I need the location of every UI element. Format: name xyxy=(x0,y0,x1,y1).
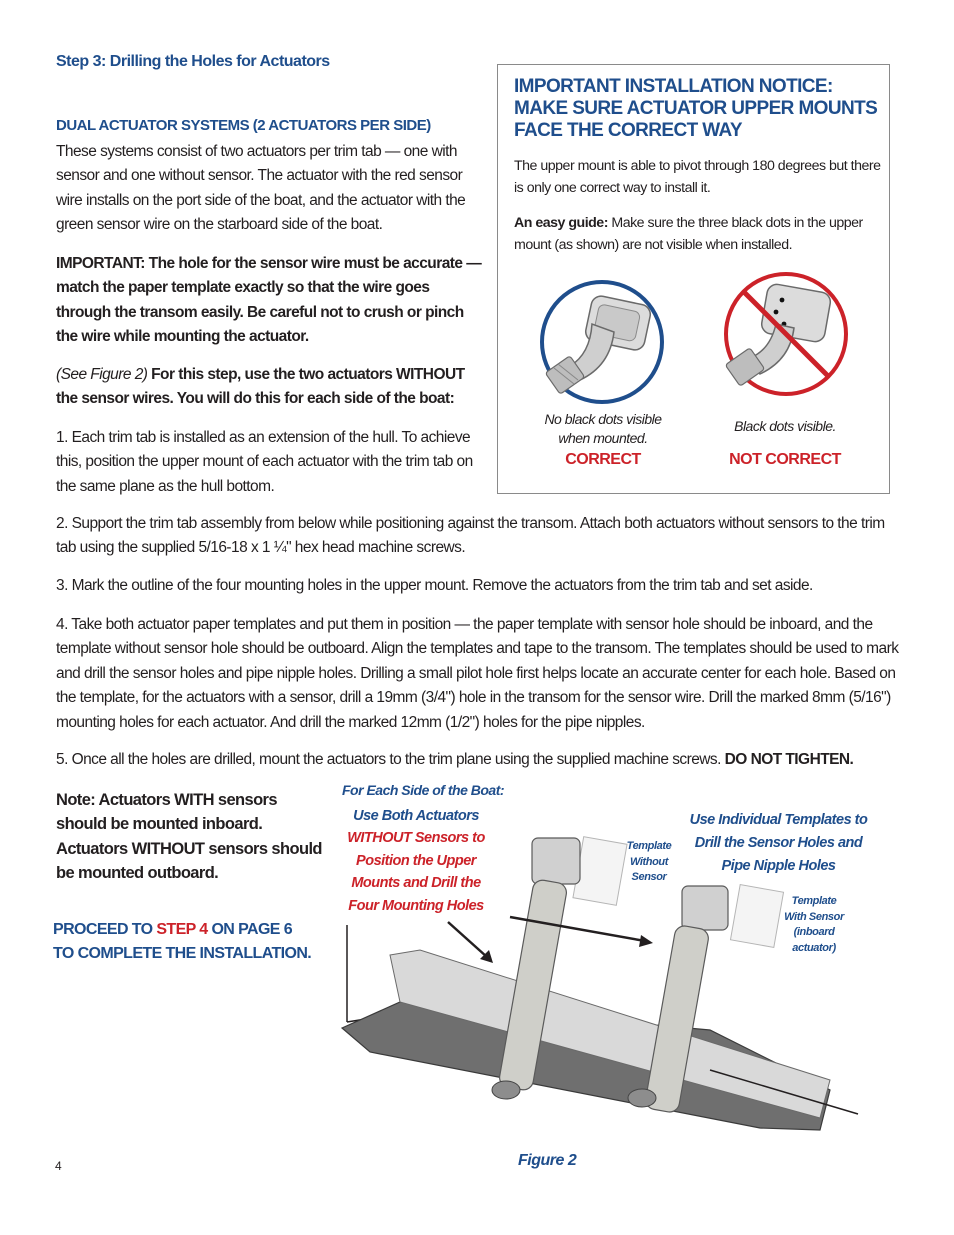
correct-caption: No black dots visible when mounted. xyxy=(544,411,662,446)
see-figure-text: For this step, use the two actuators WITHOUT the sensor wires. You will do this for each side of the boat: xyxy=(56,366,465,408)
note-paragraph: Note: Actuators WITH sensors should be mounted inboard. Actuators WITHOUT sensors should be mounted outboard. xyxy=(56,791,322,883)
not-correct-mount-illustration xyxy=(720,266,856,402)
figure-label-each-side: For Each Side of the Boat: xyxy=(342,782,505,798)
step-2-paragraph: 2. Support the trim tab assembly from below while positioning against the transom. Attach both actuators without sensors to the trim tab using the supplied 5/16-18 x 1 ¼" hex head machine screws. xyxy=(56,515,885,557)
step-4-link[interactable]: STEP 4 xyxy=(156,921,208,938)
black-dot-icon xyxy=(774,310,779,315)
correct-mount-illustration xyxy=(536,280,672,406)
without-label: WITHOUT xyxy=(347,830,412,847)
template-with-sensor xyxy=(730,885,783,948)
template-without-sensor xyxy=(573,837,627,906)
dual-actuator-paragraph: These systems consist of two actuators per trim tab — one with sensor and one without sensor. The actuator with the red sensor wire installs on the port side of the boat, and the actuator with the green sensor wire on the starboard side of the boat. xyxy=(56,143,466,234)
step-5-paragraph xyxy=(56,748,906,772)
important-paragraph: IMPORTANT: The hole for the sensor wire must be accurate — match the paper template exactly so that the wire goes through the transom easily. Be careful not to crush or pinch the wire while mounting the actuator. xyxy=(56,255,482,346)
step-3-paragraph: 3. Mark the outline of the four mounting holes in the upper mount. Remove the actuators from the trim tab and set aside. xyxy=(56,577,813,594)
figure-reference: (See Figure 2) xyxy=(56,366,148,383)
correct-label: CORRECT xyxy=(565,451,641,468)
figure-label-templates: Use Individual Templates to Drill the Sensor Holes and Pipe Nipple Holes xyxy=(689,812,868,874)
proceed-paragraph xyxy=(53,918,313,967)
notice-text: The upper mount is able to pivot through 180 degrees but there is only one correct way to install it. xyxy=(514,158,881,196)
step-1-paragraph: 1. Each trim tab is installed as an extension of the hull. To achieve this, position the upper mount of each actuator with the trim tab on the same plane as the hull bottom. xyxy=(56,429,473,495)
notice-guide xyxy=(514,212,884,256)
guide-text: Make sure the three black dots in the upper mount (as shown) are not visible when installed. xyxy=(514,215,863,253)
not-correct-caption: Black dots visible. xyxy=(734,418,836,434)
figure-label-use-both xyxy=(346,805,486,917)
black-dot-icon xyxy=(780,298,785,303)
use-both-part-2: Sensors to Position the Upper Mounts and Drill the Four Mounting Holes xyxy=(348,830,485,914)
proceed-text-2: ON PAGE 6 TO COMPLETE THE INSTALLATION. xyxy=(53,921,312,963)
step-4-paragraph: 4. Take both actuator paper templates and put them in position — the paper template with sensor hole should be inboard, and the template without sensor hole should be outboard. Align the templates and tape to the transom. The templates should be used to mark and drill the sensor holes and pipe nipple holes. Drilling a small pilot hole first helps locate an accurate center for each hole. Based on the template, for the actuators with a sensor, drill a 19mm (3/4") hole in the transom for the sensor wire. Drill the marked 8mm (5/16") mounting holes for each actuator. And drill the marked 12mm (1/2") holes for the pipe nipples. xyxy=(56,616,899,731)
page-number: 4 xyxy=(55,1159,62,1173)
guide-label: An easy guide: xyxy=(514,215,608,231)
template-with-sensor-label: Template With Sensor (inboard actuator) xyxy=(784,895,844,954)
see-figure-paragraph xyxy=(56,363,486,412)
proceed-text-1: PROCEED TO xyxy=(53,921,157,938)
arrow-to-actuator-1 xyxy=(448,922,493,963)
figure-caption: Figure 2 xyxy=(518,1152,577,1169)
use-both-part-1: Use Both Actuators xyxy=(353,808,479,824)
step-5-text: 5. Once all the holes are drilled, mount the actuators to the trim plane using the supplied machine screws. xyxy=(56,751,721,768)
notice-title: IMPORTANT INSTALLATION NOTICE: MAKE SURE ACTUATOR UPPER MOUNTS FACE THE CORRECT WAY xyxy=(514,76,878,141)
do-not-tighten: DO NOT TIGHTEN. xyxy=(724,751,854,768)
step-title: Step 3: Drilling the Holes for Actuators xyxy=(56,53,330,70)
template-without-sensor-label: Template Without Sensor xyxy=(626,840,672,883)
not-correct-label: NOT CORRECT xyxy=(729,451,841,468)
dual-actuator-heading: DUAL ACTUATOR SYSTEMS (2 ACTUATORS PER SIDE) xyxy=(56,117,431,134)
